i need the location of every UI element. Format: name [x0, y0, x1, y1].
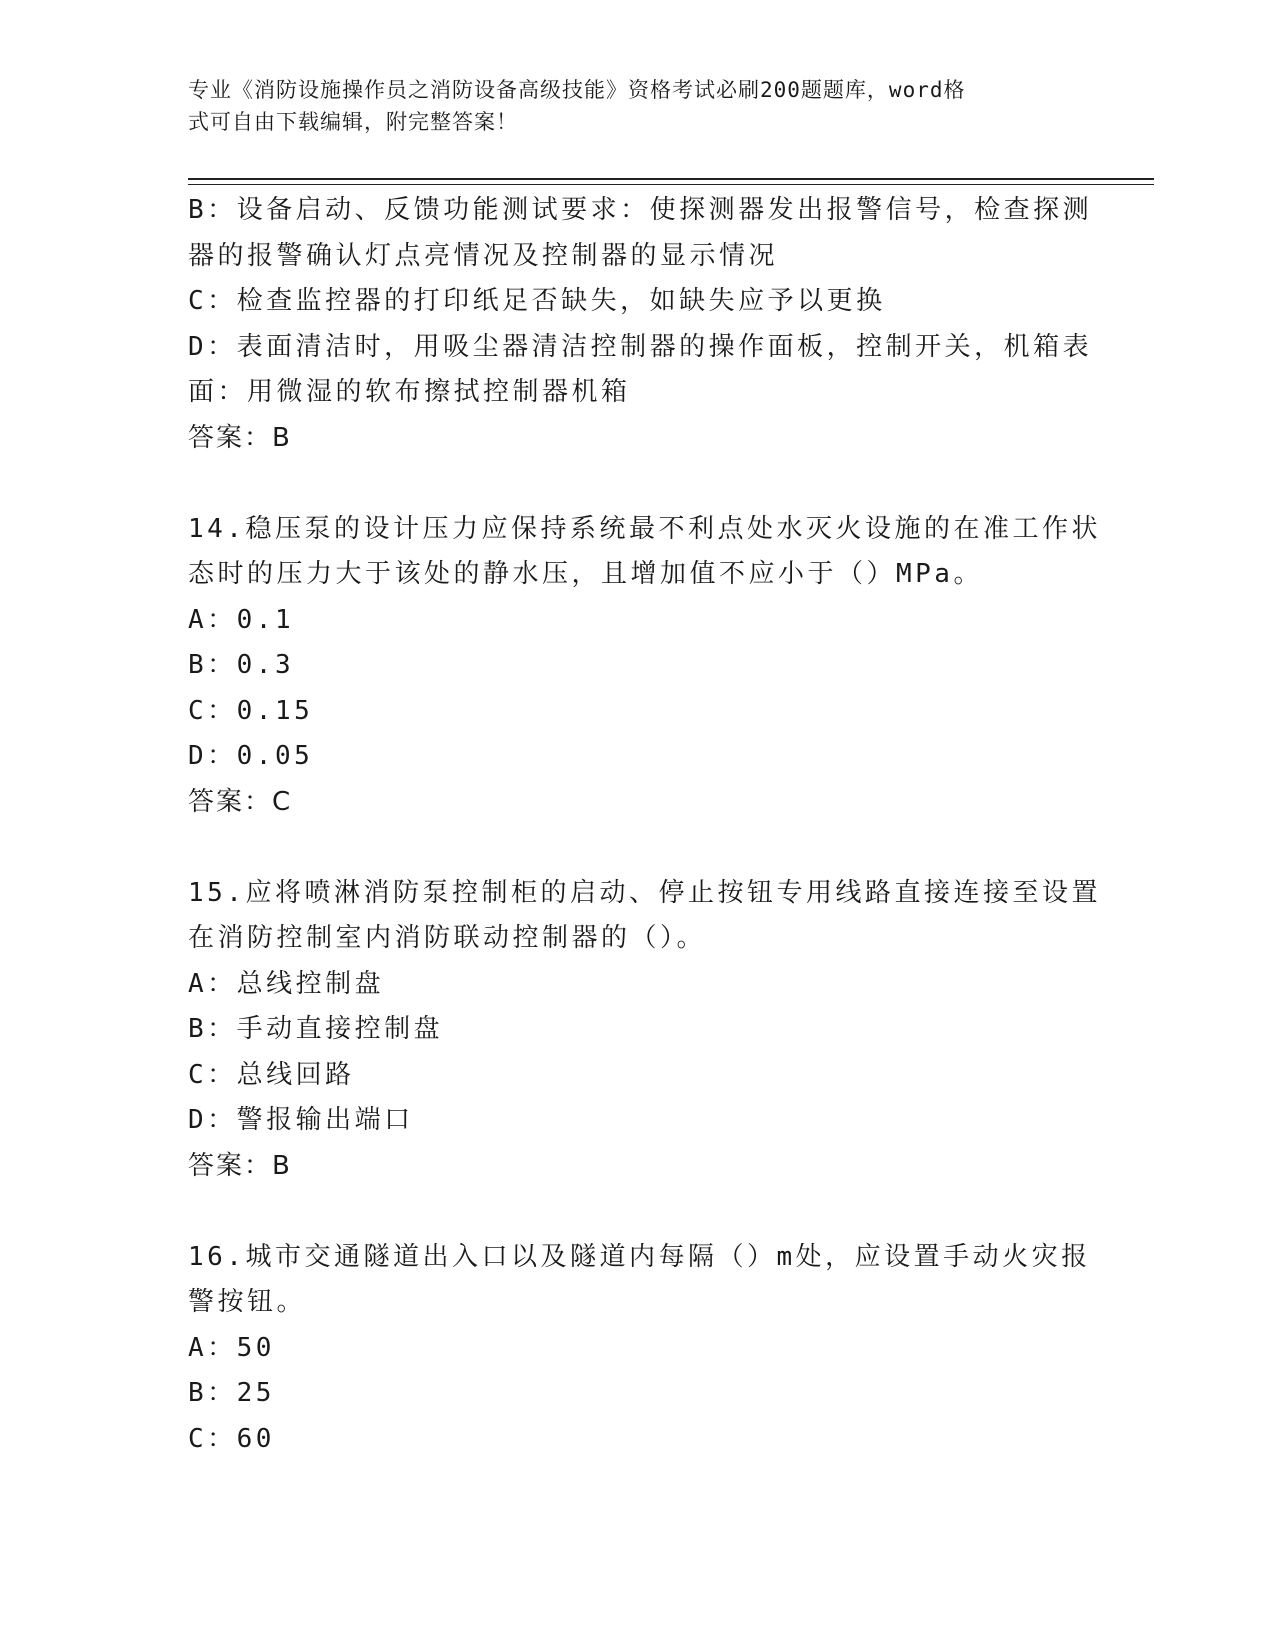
document-header	[188, 74, 1068, 138]
q15-option-b: B：手动直接控制盘	[188, 1014, 444, 1044]
header-line-1: 专业《消防设施操作员之消防设备高级技能》资格考试必刷200题题库，word格	[188, 78, 966, 102]
question-content	[188, 188, 1101, 1462]
spacer	[188, 1189, 1088, 1235]
header-divider-thick	[188, 178, 1154, 180]
header-line-2: 式可自由下载编辑，附完整答案！	[188, 110, 518, 134]
q15-stem-line-1: 15.应将喷淋消防泵控制柜的启动、停止按钮专用线路直接连接至设置	[188, 877, 1101, 908]
question-13-remainder	[188, 188, 1093, 461]
question-16	[188, 1235, 1091, 1463]
q16-option-c: C：60	[188, 1423, 275, 1454]
q14-answer: 答案：C	[188, 786, 293, 817]
q15-option-c: C：总线回路	[188, 1059, 355, 1090]
q16-option-b: B：25	[188, 1378, 275, 1408]
q14-option-a: A：0.1	[188, 604, 295, 635]
q13-option-d-line-2: 面：用微湿的软布擦拭控制器机箱	[188, 377, 631, 407]
q15-stem-line-2: 在消防控制室内消防联动控制器的（）。	[188, 923, 707, 953]
q13-option-d-line-1: D：表面清洁时，用吸尘器清洁控制器的操作面板，控制开关，机箱表	[188, 331, 1093, 362]
q14-option-d: D：0.05	[188, 741, 314, 771]
q16-option-a: A：50	[188, 1332, 275, 1363]
q14-option-c: C：0.15	[188, 695, 314, 726]
q15-option-a: A：总线控制盘	[188, 968, 385, 999]
q14-stem-line-1: 14.稳压泵的设计压力应保持系统最不利点处水灭火设施的在准工作状	[188, 513, 1101, 544]
question-14	[188, 507, 1101, 826]
q14-stem-line-2: 态时的压力大于该处的静水压，且增加值不应小于（）MPa。	[188, 559, 983, 589]
q16-stem-line-2: 警按钮。	[188, 1287, 307, 1317]
header-divider-thin	[188, 184, 1154, 185]
q13-option-b-line-2: 器的报警确认灯点亮情况及控制器的显示情况	[188, 240, 779, 271]
q16-stem-line-1: 16.城市交通隧道出入口以及隧道内每隔（）m处，应设置手动火灾报	[188, 1241, 1091, 1272]
q14-option-b: B：0.3	[188, 650, 295, 680]
spacer	[188, 461, 1088, 507]
spacer	[188, 825, 1088, 871]
q13-option-b-line-1: B：设备启动、反馈功能测试要求：使探测器发出报警信号，检查探测	[188, 195, 1093, 225]
q13-option-c: C：检查监控器的打印纸足否缺失，如缺失应予以更换	[188, 286, 886, 316]
question-15	[188, 871, 1101, 1190]
q13-answer: 答案：B	[188, 422, 292, 453]
q15-answer: 答案：B	[188, 1150, 292, 1181]
q15-option-d: D：警报输出端口	[188, 1105, 414, 1135]
